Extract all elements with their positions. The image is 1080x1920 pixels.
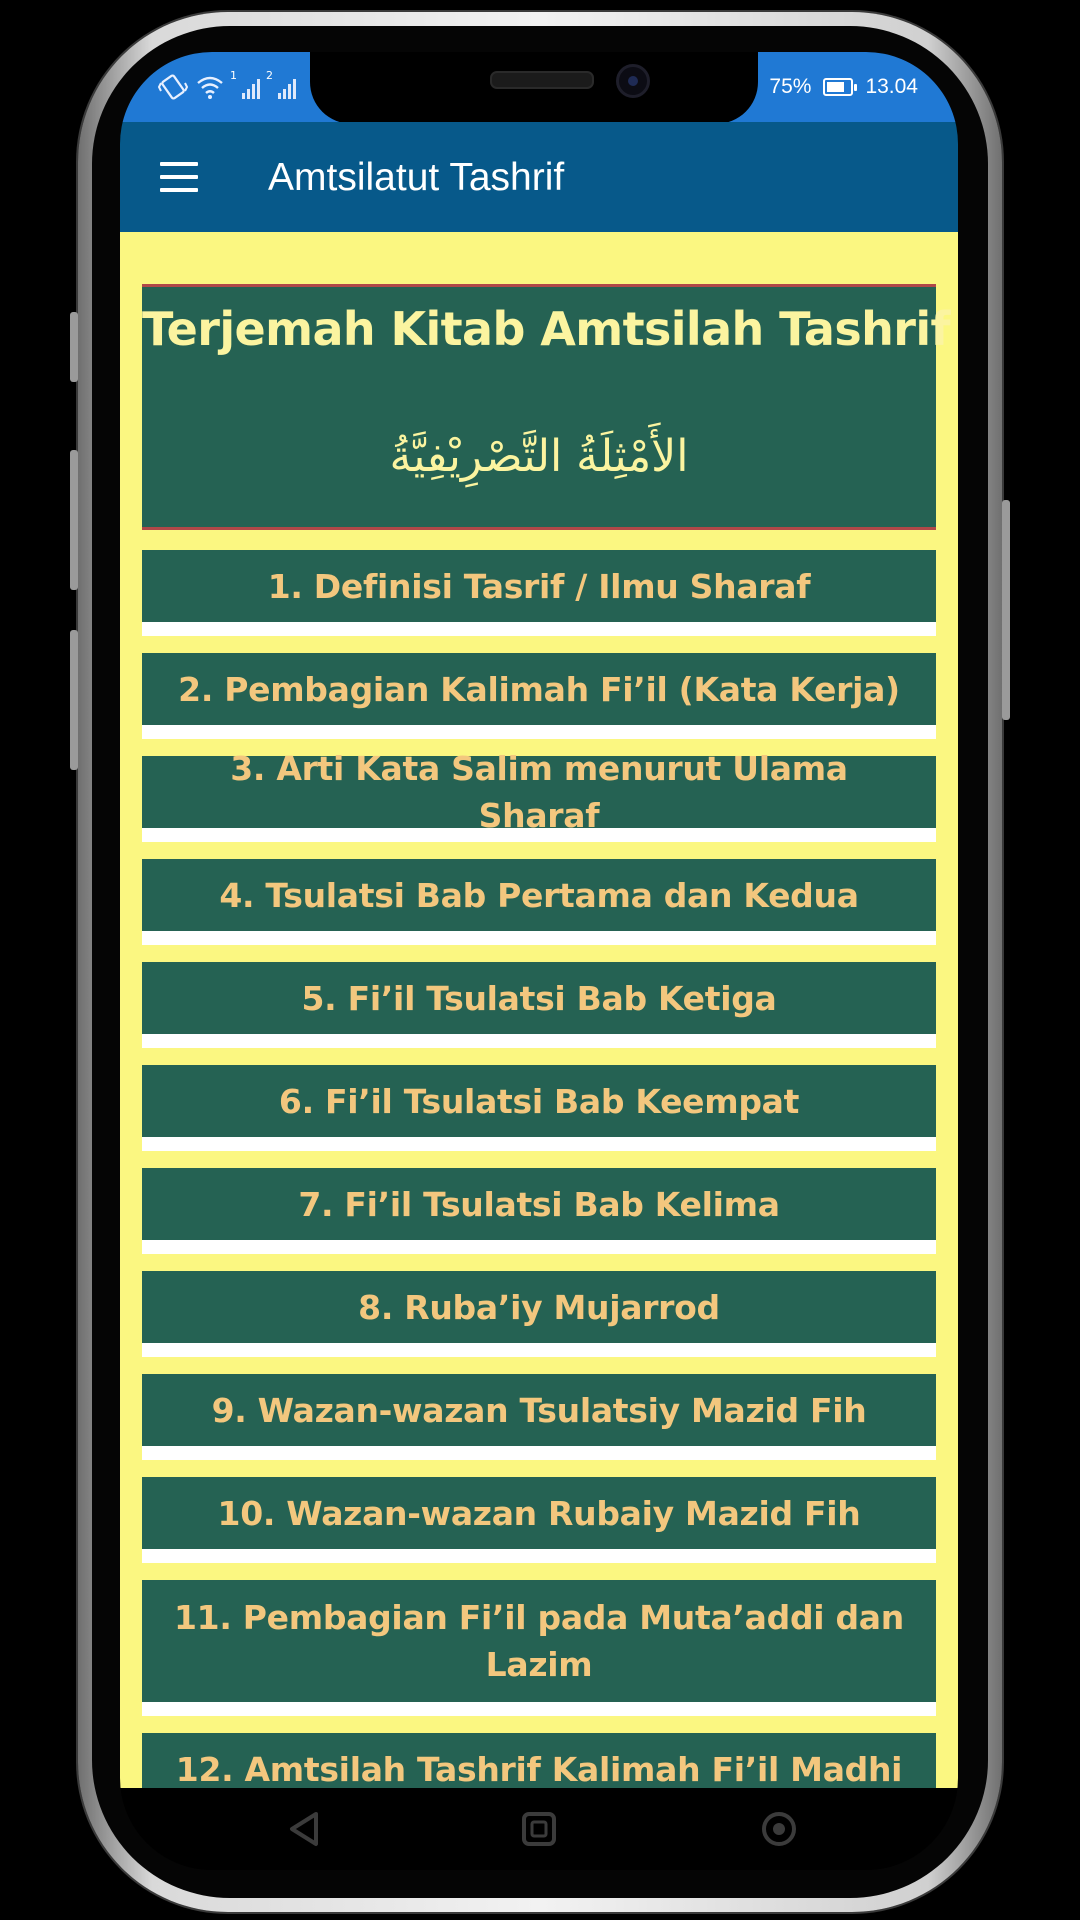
volume-down-button (70, 450, 78, 590)
status-right-group (769, 70, 918, 104)
chapter-item-12[interactable]: 12. Amtsilah Tashrif Kalimah Fi’il Madhi (142, 1733, 936, 1788)
chapter-item-10[interactable]: 10. Wazan-wazan Rubaiy Mazid Fih (142, 1477, 936, 1563)
status-icons (158, 69, 296, 102)
chapter-item-5[interactable]: 5. Fi’il Tsulatsi Bab Ketiga (142, 962, 936, 1048)
recents-icon[interactable] (756, 1806, 802, 1852)
clock: 13.04 (865, 75, 918, 98)
volume-up-button (70, 312, 78, 382)
header-title: Terjemah Kitab Amtsilah Tashrif (142, 302, 950, 356)
signal-sim2-icon (266, 69, 296, 99)
main-content[interactable] (120, 232, 958, 1788)
home-icon[interactable] (516, 1806, 562, 1852)
app-title: Amtsilatut Tashrif (268, 156, 565, 199)
chapter-item-11[interactable]: 11. Pembagian Fi’il pada Muta’addi dan Lazim (142, 1580, 936, 1716)
chapter-item-8[interactable]: 8. Ruba’iy Mujarrod (142, 1271, 936, 1357)
header-arabic-title: الأَمْثِلَةُ التَّصْرِيْفِيَّةُ (389, 431, 689, 482)
navigation-bar (120, 1788, 958, 1870)
wifi-icon (196, 74, 224, 100)
chapter-list (142, 550, 936, 1788)
side-key (1002, 500, 1010, 720)
sim1-label: 1 (230, 69, 237, 82)
front-camera (616, 64, 650, 98)
vibrate-icon (158, 73, 188, 101)
sim2-label: 2 (266, 69, 273, 82)
chapter-item-6[interactable]: 6. Fi’il Tsulatsi Bab Keempat (142, 1065, 936, 1151)
status-bar (120, 52, 958, 122)
power-button (70, 630, 78, 770)
earpiece-speaker (490, 71, 594, 89)
signal-sim1-icon (230, 69, 260, 99)
chapter-item-9[interactable]: 9. Wazan-wazan Tsulatsiy Mazid Fih (142, 1374, 936, 1460)
back-icon[interactable] (282, 1806, 328, 1852)
phone-screen (120, 52, 958, 1870)
battery-icon (823, 78, 853, 96)
app-bar (120, 122, 958, 232)
header-banner (142, 284, 950, 530)
chapter-item-2[interactable]: 2. Pembagian Kalimah Fi’il (Kata Kerja) (142, 653, 936, 739)
chapter-item-3[interactable]: 3. Arti Kata Salim menurut Ulama Sharaf (142, 756, 936, 842)
battery-percent: 75% (769, 75, 812, 98)
hamburger-menu-icon[interactable] (160, 162, 198, 192)
chapter-item-4[interactable]: 4. Tsulatsi Bab Pertama dan Kedua (142, 859, 936, 945)
chapter-item-7[interactable]: 7. Fi’il Tsulatsi Bab Kelima (142, 1168, 936, 1254)
chapter-item-1[interactable]: 1. Definisi Tasrif / Ilmu Sharaf (142, 550, 936, 636)
